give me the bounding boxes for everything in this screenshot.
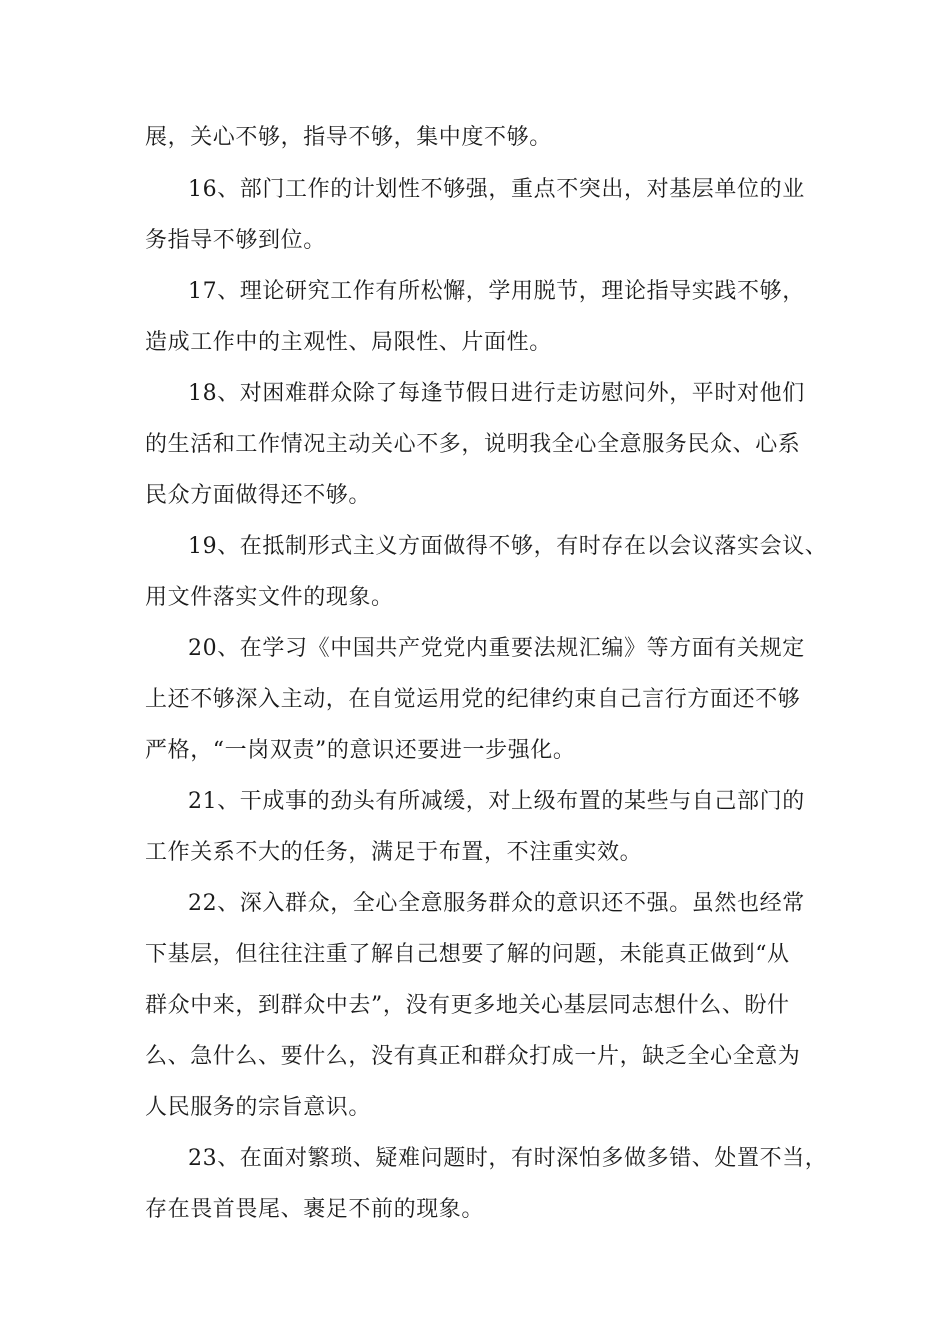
item-21-line-1: 21、干成事的劲头有所减缓，对上级布置的某些与自己部门的	[188, 789, 805, 814]
item-19-line-2: 用文件落实文件的现象。	[145, 585, 394, 610]
item-22-line-5: 人民服务的宗旨意识。	[145, 1095, 372, 1120]
item-18-line-3: 民众方面做得还不够。	[145, 483, 372, 508]
item-17-line-1: 17、理论研究工作有所松懈，学用脱节，理论指导实践不够，	[188, 279, 805, 304]
item-20-line-3: 严格，“一岗双责”的意识还要进一步强化。	[145, 738, 576, 763]
item-22-line-1: 22、深入群众，全心全意服务群众的意识还不强。虽然也经常	[188, 891, 805, 916]
item-16-line-2: 务指导不够到位。	[145, 228, 326, 253]
item-22-line-3: 群众中来，到群众中去”，没有更多地关心基层同志想什么、盼什	[145, 993, 790, 1018]
item-19-line-1: 19、在抵制形式主义方面做得不够，有时存在以会议落实会议、	[188, 534, 828, 559]
item-20-line-1: 20、在学习《中国共产党党内重要法规汇编》等方面有关规定	[188, 636, 805, 661]
item-23-line-2: 存在畏首畏尾、裹足不前的现象。	[145, 1197, 485, 1222]
item-22-line-2: 下基层，但往往注重了解自己想要了解的问题，未能真正做到“从	[145, 942, 790, 967]
item-23-line-1: 23、在面对繁琐、疑难问题时，有时深怕多做多错、处置不当，	[188, 1146, 828, 1171]
text-line: 展，关心不够，指导不够，集中度不够。	[145, 125, 552, 150]
item-17-line-2: 造成工作中的主观性、局限性、片面性。	[145, 330, 552, 355]
item-16-line-1: 16、部门工作的计划性不够强，重点不突出，对基层单位的业	[188, 177, 805, 202]
item-18-line-2: 的生活和工作情况主动关心不多，说明我全心全意服务民众、心系	[145, 432, 801, 457]
item-22-line-4: 么、急什么、要什么，没有真正和群众打成一片，缺乏全心全意为	[145, 1044, 801, 1069]
item-18-line-1: 18、对困难群众除了每逢节假日进行走访慰问外，平时对他们	[188, 381, 805, 406]
item-20-line-2: 上还不够深入主动，在自觉运用党的纪律约束自己言行方面还不够	[145, 687, 801, 712]
item-21-line-2: 工作关系不大的任务，满足于布置，不注重实效。	[145, 840, 643, 865]
